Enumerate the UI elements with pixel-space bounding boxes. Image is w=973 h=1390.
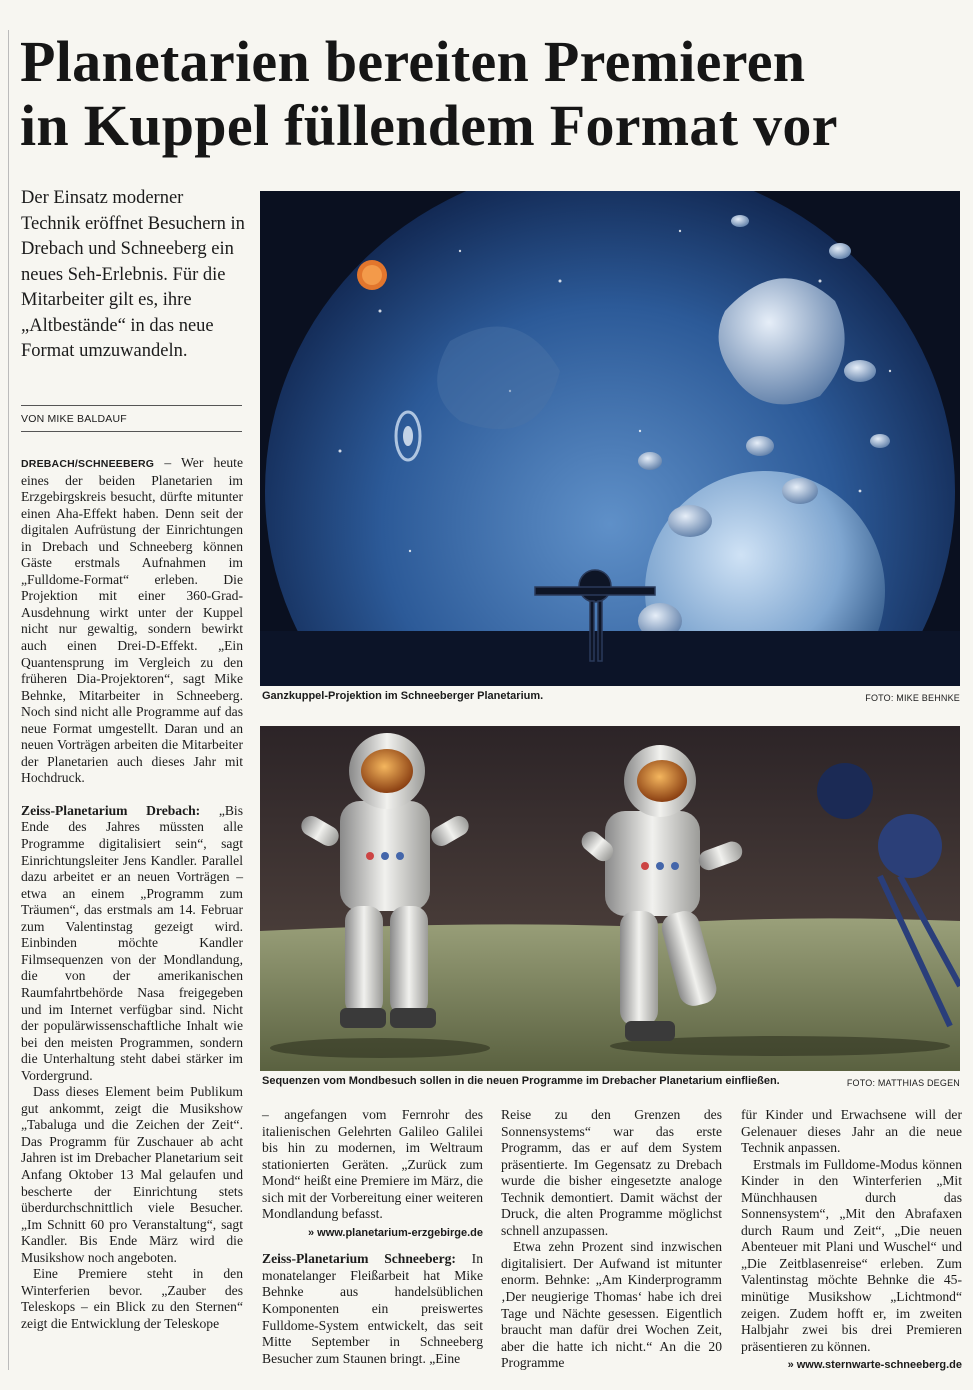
page-edge-rule: [8, 30, 9, 1370]
photo1-credit: FOTO: MIKE BEHNKE: [865, 693, 960, 703]
col4-paragraph-2: Erstmals im Fulldome-Modus können Kinder in den Winterferien „Mit Münchhausen durch das Sonnensystem“, „Mit den Abrafaxen durch Raum und Zeit“, „Die neuen Abenteuer mit Plani und Wuschel“ und „Die Zeitblasenreise“ erleben. Zum Valentinstag möchte Behnke die 45-minütige Musikshow „Lichtmond“ zeigen. Zudem hofft er, im zweiten Halbjahr zwei bis drei Premieren präsentieren zu können.: [741, 1156, 962, 1354]
subhead-drebach: Zeiss-Planetarium Drebach:: [21, 802, 201, 818]
col1-paragraph-3: Dass dieses Element beim Publikum gut ankommt, zeigt die Musikshow „Tabaluga und die Zeichen der Zeit“. Das Programm für Zuschauer ab acht Jahren ist im Drebacher Planetarium seit Anfang Oktober 13 Mal gelaufen und bescherte der Einrichtung stets überdurchschnittlich viele Besucher. „Im Schnitt 60 pro Veranstaltung“, sagt Kandler. Bis Ende März wird die Musikshow noch angeboten.: [21, 1084, 243, 1265]
photo1-caption: Ganzkuppel-Projektion im Schneeberger Planetarium.: [262, 690, 544, 702]
lead-paragraph: Der Einsatz moderner Technik eröffnet Besuchern in Drebach und Schneeberg ein neues Seh-Erlebnis. Für die Mitarbeiter gilt es, ihre „Altbestände“ in das neue Format umzuwandeln.: [21, 188, 245, 361]
col3-paragraph-1: Reise zu den Grenzen des Sonnensystems“ war das erste Programm, das er auf dem System präsentierte. Im Gegensatz zu Drebach wurde die bisher eingesetzte analoge Technik demontiert. Damit wächst der Druck, die alten Programme möglichst schnell anzupassen.: [501, 1107, 722, 1238]
article-column-2: [262, 1107, 483, 1367]
byline: VON MIKE BALDAUF: [21, 413, 127, 425]
col2-paragraph-1: – angefangen vom Fernrohr des italienischen Gelehrten Galileo Galilei bis hin zu modernen, im Weltraum stationierten Geräten. „Zurück zum Mond“ heißt eine Premiere im März, die sich mit der Vorbereitung einer weiteren Mondlandung befasst.: [262, 1107, 483, 1222]
headline-line-2: in Kuppel füllendem Format vor: [20, 93, 838, 158]
headline: [20, 30, 960, 158]
fulldome-illustration: [260, 191, 960, 686]
col1-paragraph-2: „Bis Ende des Jahres müssten alle Programme digitalisiert sein“, sagt Einrichtungsleiter Jens Kandler. Parallel dazu arbeitet er an neuen Vorträgen – etwa an einem „Programm zum Träumen“, das erstmals am 14. Februar zum Valentinstag gezeigt wird. Einbinden möchte Kandler Filmsequenzen von der Mondlandung, die von der amerikanischen Raumfahrtbehörde Nasa freigegeben und im Internet verfügbar sind. Nicht der populärwissenschaftliche Inhalt wie bei den meisten Programmen, sondern die Unterhaltung steht dabei stärker im Vordergrund.: [21, 802, 243, 1083]
photo2-credit: FOTO: MATTHIAS DEGEN: [846, 1078, 960, 1088]
photo2-caption: Sequenzen vom Mondbesuch sollen in die neuen Programme im Drebacher Planetarium einfließen.: [262, 1075, 780, 1087]
fulldome-photo: [260, 191, 960, 686]
article-column-1: [21, 455, 243, 1332]
headline-line-1: Planetarien bereiten Premieren: [20, 29, 806, 94]
col1-paragraph-4: Eine Premiere steht in den Winterferien bevor. „Zauber des Teleskops – ein Blick zu den Sternen“ zeigt die Entwicklung der Teleskope: [21, 1266, 243, 1331]
col4-paragraph-1: für Kinder und Erwachsene will der Gelenauer dieses Jahr an die neue Technik anpassen.: [741, 1107, 962, 1156]
article-column-4: [741, 1107, 962, 1374]
dateline: DREBACH/SCHNEEBERG: [21, 458, 155, 470]
astronauts-photo: [260, 726, 960, 1071]
astronauts-illustration: [260, 726, 960, 1071]
link-sternwarte-schneeberg[interactable]: » www.sternwarte-schneeberg.de: [787, 1359, 962, 1372]
article-column-3: [501, 1107, 722, 1372]
byline-rule-top: [21, 405, 242, 406]
col3-paragraph-2: Etwa zehn Prozent sind inzwischen digitalisiert. Der Aufwand ist mitunter enorm. Behnke: „Am Kinderprogramm ‚Der neugierige Thomas‘ habe ich drei Tage und Nächte gesessen. Eigentlich braucht man dafür drei Wochen Zeit, aber die hatte ich nicht.“ An die 20 Programme: [501, 1239, 722, 1371]
subhead-schneeberg: Zeiss-Planetarium Schneeberg:: [262, 1251, 456, 1267]
col2-paragraph-2: In monatelanger Fleißarbeit hat Mike Behnke aus handelsüblichen Komponenten ein preiswertes Fulldome-System entwickelt, das seit Mitte September in Schneeberg Besucher zum Staunen bringt. „Eine: [262, 1251, 483, 1366]
byline-rule-bottom: [21, 431, 242, 432]
col1-paragraph-1: – Wer heute eines der beiden Planetarien im Erzgebirgskreis besucht, dürfte mitunter einen Aha-Effekt haben. Denn seit der digitalen Aufrüstung der Einrichtungen in Drebach und Schneeberg können Gäste erstmals Aufnahmen im „Fulldome-Format“ erleben. Die Projektion mit einer 360-Grad-Ausdehnung wirkt unter der Kuppel nicht nur gewaltig, sondern bewirkt auch einen Drei-D-Effekt. „Ein Quantensprung im Vergleich zu den früheren Dia-Projektoren“, sagt Mike Behnke, Mitarbeiter in Schneeberg. Noch sind nicht alle Programme auf das neue Format umgestellt. Daran und an neuen Vorträgen arbeiten die Mitarbeiter der Planetarien auch dieses Jahr mit Hochdruck.: [21, 455, 243, 786]
link-planetarium-erzgebirge[interactable]: » www.planetarium-erzgebirge.de: [307, 1226, 483, 1239]
